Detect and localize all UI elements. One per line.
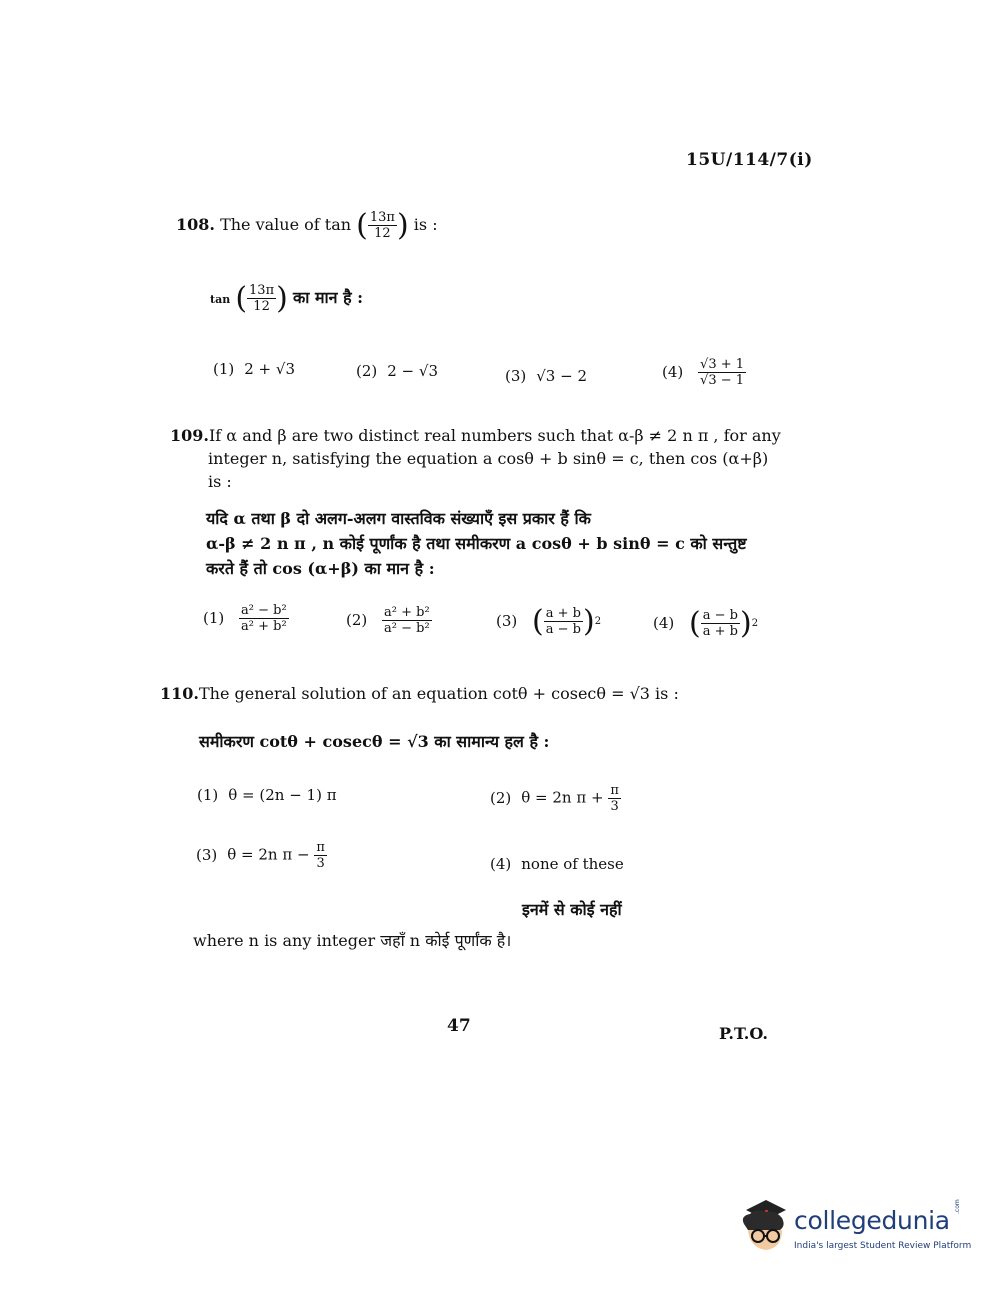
option-1 bbox=[213, 360, 295, 378]
fraction-denominator: a² − b² bbox=[384, 621, 430, 636]
fraction-numerator: a + b bbox=[545, 606, 581, 621]
question-110 bbox=[160, 682, 679, 705]
question-108 bbox=[176, 207, 438, 243]
option-number: (3) bbox=[496, 611, 518, 630]
option-2 bbox=[356, 362, 438, 380]
question-108-hindi bbox=[210, 280, 364, 316]
question-text-hi-line1: यदि α तथा β दो अलग-अलग वास्तविक संख्याएँ इस प्रकार हैं कि bbox=[206, 509, 591, 528]
option-text: 2 − √3 bbox=[387, 362, 438, 380]
option-text: θ = (2n − 1) π bbox=[228, 786, 337, 804]
question-text-en-line2: integer n, satisfying the equation a cosθ + b sinθ = c, then cos (α+β) bbox=[208, 449, 769, 468]
option-1 bbox=[203, 603, 289, 634]
option-3 bbox=[505, 367, 587, 385]
option-1 bbox=[197, 786, 337, 804]
fraction-numerator: a² + b² bbox=[384, 605, 430, 620]
question-text-en: The general solution of an equation cotθ + cosecθ = √3 is : bbox=[198, 684, 679, 703]
option-number: (4) bbox=[490, 855, 512, 873]
fraction-denominator: 12 bbox=[253, 299, 270, 314]
fraction-numerator: π bbox=[610, 783, 619, 798]
fraction-numerator: 13π bbox=[369, 210, 395, 225]
fraction-numerator: 13π bbox=[249, 283, 275, 298]
question-109 bbox=[170, 424, 795, 493]
exponent: 2 bbox=[751, 618, 759, 629]
option-3 bbox=[196, 840, 327, 871]
fraction-numerator: π bbox=[316, 840, 325, 855]
mascot-icon bbox=[736, 1196, 792, 1258]
logo-suffix: .com bbox=[954, 1199, 961, 1214]
fraction-numerator: a² − b² bbox=[241, 603, 287, 618]
fraction-denominator: 3 bbox=[610, 799, 619, 814]
question-text-hi: का मान है : bbox=[292, 288, 364, 307]
option-text: 2 + √3 bbox=[244, 360, 295, 378]
fraction-denominator: a + b bbox=[702, 624, 738, 639]
paper-code: 15U/114/7(i) bbox=[686, 150, 813, 170]
fraction-expression: ( $\frac{13\pi}{12}$ ) bbox=[356, 207, 409, 243]
option-number: (1) bbox=[203, 608, 225, 627]
option-number: (2) bbox=[346, 610, 368, 629]
fraction-denominator: 3 bbox=[316, 856, 325, 871]
question-text-hi-line3: करते हैं तो cos (α+β) का मान है : bbox=[206, 559, 435, 578]
exponent: 2 bbox=[594, 616, 602, 627]
option-2 bbox=[490, 783, 621, 814]
fraction-expression: ( $\frac{13\pi}{12}$ ) bbox=[235, 280, 288, 316]
option-text: θ = 2n π + bbox=[521, 788, 604, 807]
page-number: 47 bbox=[447, 1016, 471, 1036]
fraction-denominator: a − b bbox=[545, 622, 581, 637]
option-number: (4) bbox=[653, 613, 675, 632]
option-4-hindi: इनमें से कोई नहीं bbox=[522, 900, 622, 919]
question-text-en-line1: If α and β are two distinct real numbers such that α-β ≠ 2 n π , for any bbox=[208, 426, 781, 445]
question-text-en-line3: is : bbox=[208, 472, 232, 491]
logo-wordmark: collegedunia bbox=[794, 1206, 950, 1235]
fraction-denominator: √3 − 1 bbox=[700, 373, 745, 388]
logo-tagline: India's largest Student Review Platform bbox=[794, 1241, 972, 1251]
option-text: none of these bbox=[521, 855, 624, 873]
option-number: (1) bbox=[197, 786, 219, 804]
option-number: (2) bbox=[490, 788, 512, 807]
fraction-denominator: a² + b² bbox=[241, 619, 287, 634]
question-text-en-end: is : bbox=[413, 215, 438, 234]
question-110-hindi: समीकरण cotθ + cosecθ = √3 का सामान्य हल है : bbox=[199, 732, 550, 751]
option-number: (3) bbox=[505, 367, 527, 385]
question-text-hi-line2: α-β ≠ 2 n π , n कोई पूर्णांक है तथा समीकरण a cosθ + b sinθ = c को सन्तुष्ट bbox=[206, 534, 747, 553]
option-number: (2) bbox=[356, 362, 378, 380]
option-4 bbox=[490, 855, 624, 873]
option-4: (4) ( $\frac{a - b}{a + b}$ ) 2 bbox=[653, 605, 759, 641]
option-number: (3) bbox=[196, 845, 218, 864]
collegedunia-logo bbox=[736, 1196, 972, 1258]
option-4 bbox=[662, 357, 746, 388]
integer-note: where n is any integer जहाँ n कोई पूर्णांक है। bbox=[193, 931, 512, 950]
fraction-denominator: 12 bbox=[374, 226, 391, 241]
fraction-numerator: a − b bbox=[702, 608, 738, 623]
option-text: √3 − 2 bbox=[536, 367, 587, 385]
option-text: θ = 2n π − bbox=[227, 845, 310, 864]
option-number: (1) bbox=[213, 360, 235, 378]
question-109-hindi bbox=[206, 506, 796, 581]
tan-prefix: tan bbox=[210, 293, 231, 306]
pto-label: P.T.O. bbox=[719, 1024, 768, 1043]
option-3: (3) ( $\frac{a + b}{a - b}$ ) 2 bbox=[496, 603, 602, 639]
question-number: 108. bbox=[176, 215, 215, 234]
fraction-numerator: √3 + 1 bbox=[700, 357, 745, 372]
question-number: 109. bbox=[170, 426, 209, 445]
option-2 bbox=[346, 605, 432, 636]
question-number: 110. bbox=[160, 684, 199, 703]
question-text-en: The value of tan bbox=[220, 215, 352, 234]
option-number: (4) bbox=[662, 362, 684, 381]
